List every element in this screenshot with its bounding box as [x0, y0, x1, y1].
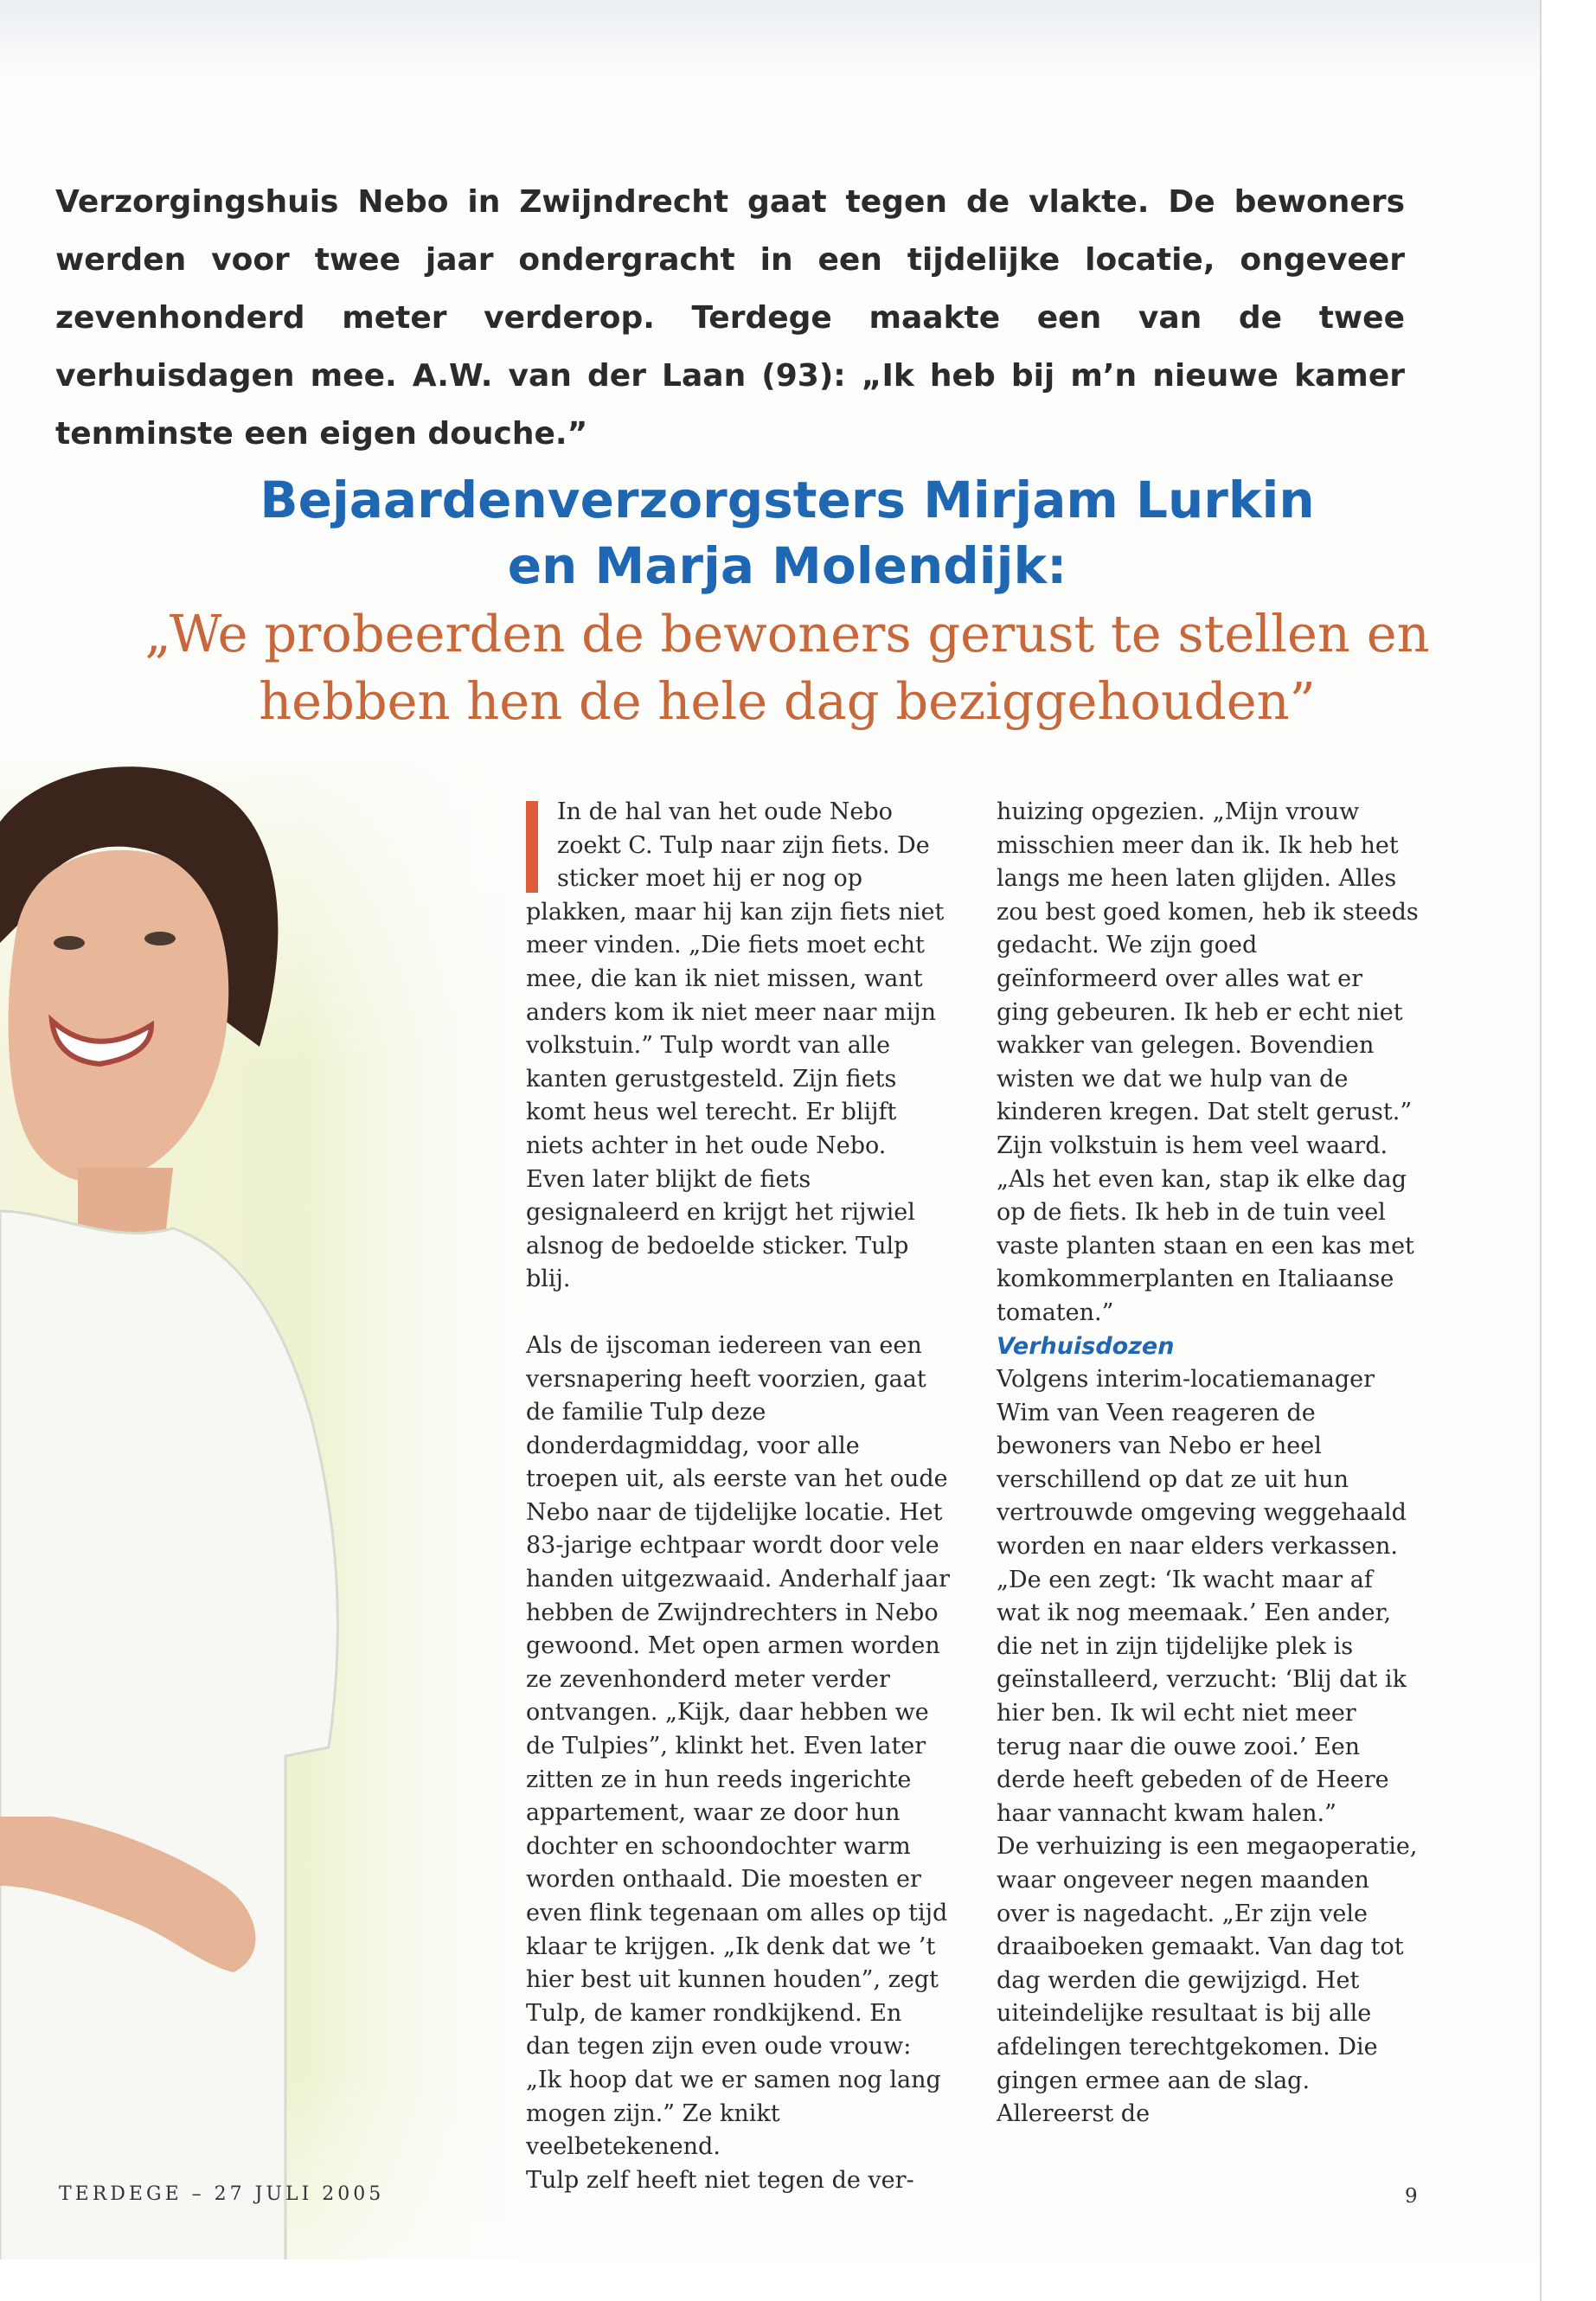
column-1-paragraph-2: Als de ijscoman iedereen van een versnapering heeft voorzien, gaat de familie Tulp deze donderdagmiddag, voor alle troepen uit, als eerste van het oude Nebo naar de tijdelijke locatie. Het 83-jarige echtpaar wordt door vele handen uitgezwaaid. Anderhalf jaar hebben de Zwijndrechters in Nebo gewoond. Met open armen worden ze zevenhonderd meter verder ontvangen. „Kijk, daar hebben we de Tulpies”, klinkt het. Even later zitten ze in hun reeds ingerichte appartement, waar ze door hun dochter en schoondochter warm worden onthaald. Die moesten er even flink tegenaan om alles op tijd klaar te krijgen. „Ik denk dat we ’t hier best uit kunnen houden”, zegt Tulp, de kamer rondkijkend. En dan tegen zijn even oude vrouw: „Ik hoop dat we er samen nog lang mogen zijn.” Ze knikt veelbetekenend. [526, 1331, 951, 2161]
headline-line-1: Bejaardenverzorgsters Mirjam Lurkin [260, 471, 1315, 529]
dropcap-marker [526, 801, 538, 893]
column-1-paragraph-1: In de hal van het oude Nebo zoekt C. Tulp naar zijn fiets. De sticker moet hij er nog op plakken, maar hij kan zijn fiets niet meer vinden. „Die fiets moet echt mee, die kan ik niet missen, want anders kom ik niet meer naar mijn volkstuin.” Tulp wordt van alle kanten gerustgesteld. Zijn fiets komt heus wel terecht. Er blijft niets achter in het oude Nebo. Even later blijkt de fiets gesignaleerd en krijgt het rijwiel alsnog de bedoelde sticker. Tulp blij. [526, 798, 945, 1293]
column-2-paragraph-3: Volgens interim-locatiemanager Wim van Veen reageren de bewoners van Nebo er heel verschillend op dat ze uit hun vertrouwde omgeving weggehaald worden en naar elders verkassen. „De een zegt: ‘Ik wacht maar af wat ik nog meemaak.’ Een ander, die net in zijn tijdelijke plek is geïnstalleerd, verzucht: ‘Blij dat ik hier ben. Ik wil echt niet meer terug naar die ouwe zooi.’ Een derde heeft gebeden of de Heere haar vannacht kwam halen.” [997, 1366, 1407, 1827]
subheadline-quote [52, 600, 1522, 735]
caregiver-photo [0, 761, 554, 2301]
headline [52, 467, 1522, 599]
article-column-2 [997, 796, 1420, 2131]
column-1-paragraph-3: Tulp zelf heeft niet tegen de ver- [526, 2166, 914, 2194]
intro-paragraph: Verzorgingshuis Nebo in Zwijndrecht gaat tegen de vlakte. De bewoners werden voor twee jaar ondergracht in een tijdelijke locatie, ongeveer zevenhonderd meter verderop. Terdege maakte een van de twee verhuisdagen mee. A.W. van der Laan (93): „Ik heb bij m’n nieuwe kamer tenminste een eigen douche.” [55, 184, 1405, 452]
bottom-margin [0, 2259, 1540, 2301]
footer-publication: TERDEGE – 27 JULI 2005 [59, 2183, 385, 2205]
page-margin [1540, 0, 1596, 2301]
column-2-paragraph-1: huizing opgezien. „Mijn vrouw misschien meer dan ik. Ik heb het langs me heen laten glijden. Alles zou best goed komen, heb ik steeds gedacht. We zijn goed geïnformeerd over alles wat er ging gebeuren. Ik heb er echt niet wakker van gelegen. Bovendien wisten we dat we hulp van de kinderen kregen. Dat stelt gerust.” [997, 798, 1419, 1126]
subheadline-line-1: „We probeerden de bewoners gerust te stellen en [144, 604, 1430, 663]
top-shadow [0, 0, 1540, 78]
page-number: 9 [1405, 2185, 1418, 2208]
left-eye [54, 936, 85, 950]
section-subhead: Verhuisdozen [997, 1332, 1175, 1360]
article-column-1 [526, 796, 952, 2197]
headline-line-2: en Marja Molendijk: [507, 536, 1067, 595]
subheadline-line-2: hebben hen de hele dag beziggehouden” [259, 671, 1316, 731]
column-2-paragraph-2: Zijn volkstuin is hem veel waard. „Als het even kan, stap ik elke dag op de fiets. Ik heb in de tuin veel vaste planten staan en een kas met komkommerplanten en Italiaanse tomaten.” [997, 1131, 1414, 1326]
right-eye [144, 932, 176, 945]
column-2-paragraph-4: De verhuizing is een megaoperatie, waar ongeveer negen maanden over is nagedacht. „Er zijn vele draaiboeken gemaakt. Van dag tot dag werden die gewijzigd. Het uiteindelijke resultaat is bij alle afdelingen terechtgekomen. Die gingen ermee aan de slag. Allereerst de [997, 1833, 1418, 2128]
